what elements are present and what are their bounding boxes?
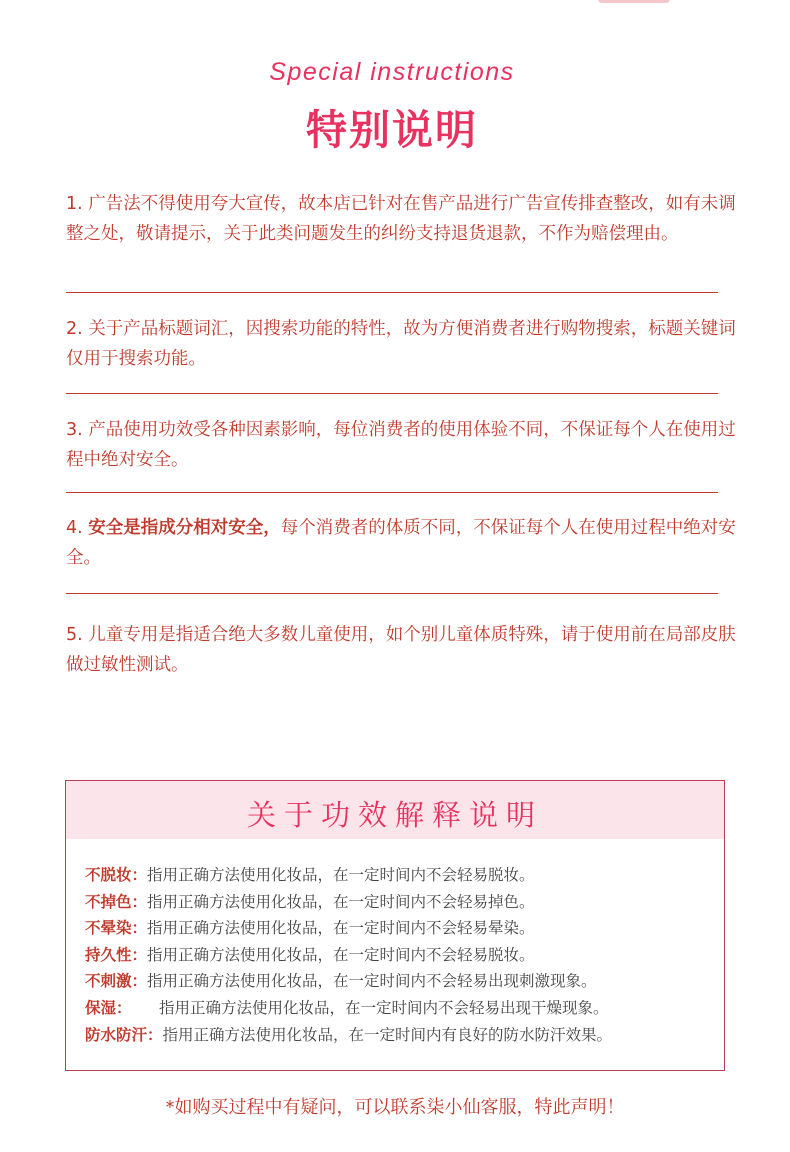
efficacy-desc: 指用正确方法使用化妆品，在一定时间内不会轻易出现干燥现象。 <box>159 998 609 1017</box>
notice-4-rest: 每个消费者的体质不同，不保证每个人在使用过程中绝对安全。 <box>66 518 736 568</box>
efficacy-desc: 指用正确方法使用化妆品，在一定时间内有良好的防水防汗效果。 <box>162 1025 613 1044</box>
efficacy-desc: 指用正确方法使用化妆品，在一定时间内不会轻易出现刺激现象。 <box>147 972 597 991</box>
notice-4-prefix: 4. <box>66 518 89 538</box>
title-chinese: 特别说明 <box>306 106 478 154</box>
notice-3: 3. 产品使用功效受各种因素影响，每位消费者的使用体验不同，不保证每个人在使用过程中绝对安全。 <box>66 420 736 470</box>
efficacy-panel <box>65 780 725 1071</box>
efficacy-item <box>85 1022 715 1049</box>
efficacy-desc: 指用正确方法使用化妆品，在一定时间内不会轻易晕染。 <box>147 919 535 938</box>
efficacy-item <box>85 915 715 942</box>
efficacy-item <box>85 968 715 995</box>
efficacy-term: 防水防汗： <box>85 1025 163 1044</box>
title-english: Special instructions <box>269 58 515 86</box>
notice-5: 5. 儿童专用是指适合绝大多数儿童使用，如个别儿童体质特殊，请于使用前在局部皮肤做过敏性测试。 <box>66 625 736 675</box>
efficacy-term: 不脱妆： <box>85 866 148 884</box>
efficacy-term: 保湿： <box>85 998 132 1017</box>
notice-2: 2. 关于产品标题词汇，因搜索功能的特性，故为方便消费者进行购物搜索，标题关键词仅用于搜索功能。 <box>66 319 736 369</box>
efficacy-term: 不晕染： <box>85 919 148 938</box>
efficacy-term: 不掉色： <box>85 892 148 911</box>
footer-note: *如购买过程中有疑问，可以联系柒小仙客服，特此声明！ <box>165 1097 625 1118</box>
efficacy-item <box>85 942 715 969</box>
efficacy-list <box>85 862 715 1048</box>
efficacy-title: 关于功效解释说明 <box>246 798 543 832</box>
efficacy-item <box>85 889 715 916</box>
efficacy-term: 持久性： <box>85 945 148 964</box>
efficacy-desc: 指用正确方法使用化妆品，在一定时间内不会轻易脱妆。 <box>147 945 535 964</box>
notice-1: 1. 广告法不得使用夸大宣传，故本店已针对在售产品进行广告宣传排查整改，如有未调整之处，敬请提示，关于此类问题发生的纠纷支持退货退款，不作为赔偿理由。 <box>66 194 736 244</box>
divider <box>66 593 718 594</box>
notice-4-highlight: 安全是指成分相对安全， <box>88 518 281 538</box>
notice-4 <box>66 514 736 573</box>
efficacy-item <box>85 995 715 1022</box>
efficacy-term: 不刺激： <box>85 972 148 991</box>
efficacy-desc: 指用正确方法使用化妆品，在一定时间内不会轻易掉色。 <box>147 892 535 911</box>
efficacy-desc: 指用正确方法使用化妆品，在一定时间内不会轻易脱妆。 <box>147 866 535 884</box>
divider <box>66 492 718 493</box>
top-decoration <box>598 0 670 3</box>
efficacy-header <box>66 781 724 839</box>
divider <box>66 292 718 293</box>
efficacy-item <box>85 862 715 889</box>
divider <box>66 393 718 394</box>
